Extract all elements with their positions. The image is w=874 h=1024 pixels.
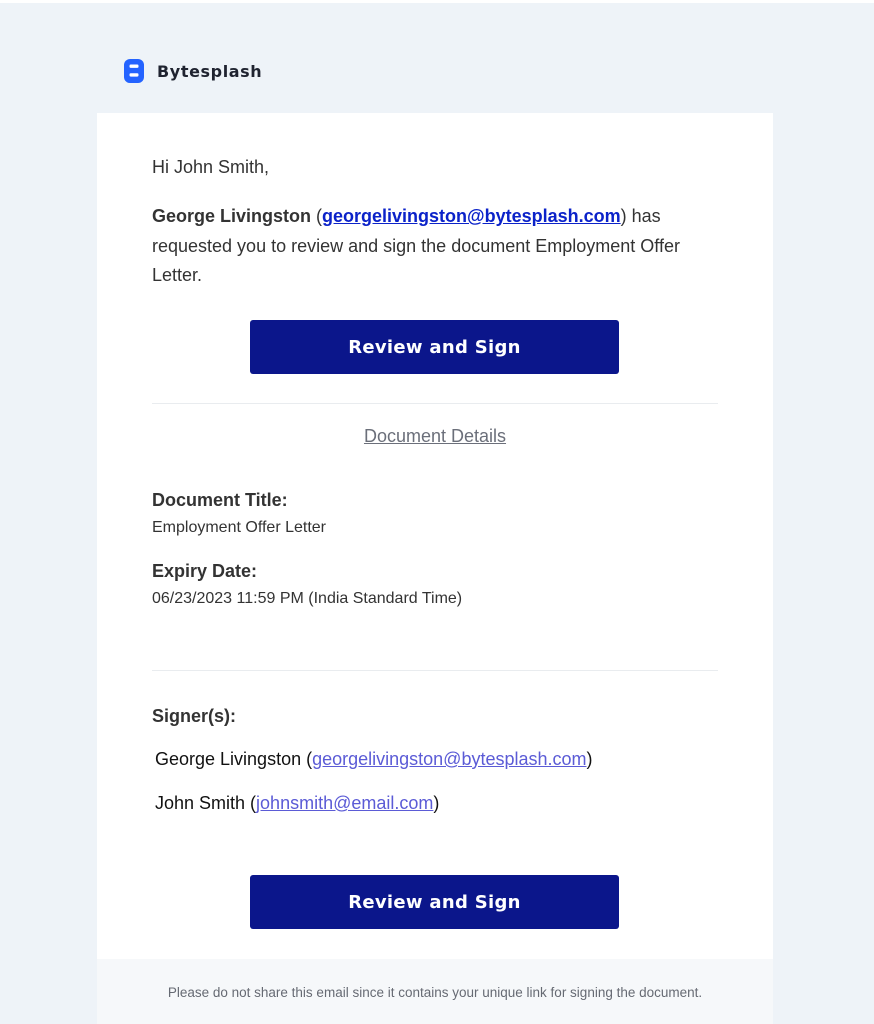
document-details-link[interactable]: Document Details <box>363 426 507 446</box>
expiry-date-value: 06/23/2023 11:59 PM (India Standard Time) <box>152 590 463 607</box>
brand-header <box>122 58 262 84</box>
bytesplash-b-logo-icon <box>122 58 148 84</box>
signer-name: George Livingston <box>155 749 302 769</box>
signer-email-link[interactable]: georgelivingston@bytesplash.com <box>312 749 587 769</box>
review-and-sign-button-bottom[interactable]: Review and Sign <box>250 875 619 929</box>
request-close-paren: ) <box>620 206 627 226</box>
email-footer <box>97 959 773 1024</box>
document-title-label: Document Title: <box>152 490 288 510</box>
brand-name: Bytesplash <box>157 61 263 81</box>
document-title-value: Employment Offer Letter <box>152 519 326 536</box>
greeting-text: Hi John Smith, <box>152 157 270 177</box>
signer-email-link[interactable]: johnsmith@email.com <box>256 793 434 813</box>
top-strip <box>0 0 874 3</box>
request-message <box>152 202 718 291</box>
review-and-sign-button[interactable]: Review and Sign <box>250 320 619 374</box>
signer-name: John Smith <box>155 793 246 813</box>
signer-row: George Livingston (georgelivingston@bytesplash.com) <box>155 749 593 769</box>
request-text: has requested you to review and sign the document Employment Offer Letter. <box>152 206 680 285</box>
expiry-date-label: Expiry Date: <box>152 561 258 581</box>
footer-note: Please do not share this email since it contains your unique link for signing the document. <box>167 985 703 1000</box>
divider <box>152 403 718 404</box>
signer-row: John Smith (johnsmith@email.com) <box>155 793 440 813</box>
sender-name: George Livingston <box>152 206 312 226</box>
sender-email-link[interactable]: georgelivingston@bytesplash.com <box>322 206 621 226</box>
signers-label: Signer(s): <box>152 706 237 726</box>
request-open-paren: ( <box>311 206 323 226</box>
divider <box>152 670 718 671</box>
email-card <box>97 113 773 959</box>
